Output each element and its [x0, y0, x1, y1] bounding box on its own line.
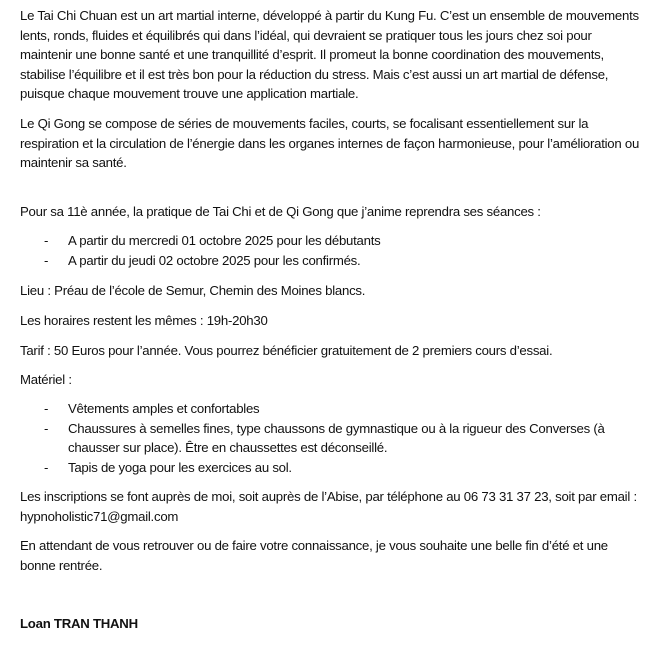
list-item-text: Vêtements amples et confortables	[68, 401, 260, 416]
paragraph-inscriptions: Les inscriptions se font auprès de moi, soit auprès de l’Abise, par téléphone au 06 73 31 37 23, soit par email : hypnoholistic71@gmail.com	[20, 489, 637, 524]
list-item-text: A partir du jeudi 02 octobre 2025 pour les confirmés.	[68, 252, 361, 268]
paragraph-announcement: Pour sa 11è année, la pratique de Tai Chi et de Qi Gong que j’anime reprendra ses séances :	[20, 204, 541, 219]
paragraph-qigong-intro: Le Qi Gong se compose de séries de mouvements faciles, courts, se focalisant essentiellement sur la respiration et la circulation de l’énergie dans les organes internes de façon harmonieuse, pour l’amélioration ou maintenir sa santé.	[20, 116, 640, 170]
bullet-dash: -	[44, 233, 49, 248]
start-dates-list	[0, 231, 640, 270]
bullet-dash: -	[44, 252, 49, 268]
paragraph-taichi-intro: Le Tai Chi Chuan est un art martial interne, développé à partir du Kung Fu. C’est un ensemble de mouvements lents, ronds, fluides et équilibrés qui dans l’idéal, qui devraient se pratiquer tous les jours chez soi pour maintenir une bonne santé et une tranquillité d’esprit. Il promeut la bonne coordination des mouvements, stabilise l’équilibre et il est très bon pour la réduction du stress. Mais c’est aussi un art martial de défense, puisque chaque mouvement trouve une application martiale.	[20, 8, 639, 101]
paragraph-lieu: Lieu : Préau de l’école de Semur, Chemin des Moines blancs.	[20, 283, 366, 298]
paragraph-tarif: Tarif : 50 Euros pour l’année. Vous pourrez bénéficier gratuitement de 2 premiers cours d’essai.	[20, 343, 553, 358]
list-item-text: Chaussures à semelles fines, type chaussons de gymnastique ou à la rigueur des Converses (à chausser sur place). Être en chaussettes est déconseillé.	[68, 420, 605, 455]
list-item-text: Tapis de yoga pour les exercices au sol.	[68, 459, 292, 475]
list-item-text: A partir du mercredi 01 octobre 2025 pour les débutants	[68, 233, 381, 248]
paragraph-horaires: Les horaires restent les mêmes : 19h-20h30	[20, 313, 268, 328]
bullet-dash: -	[44, 401, 49, 416]
list-item	[0, 419, 628, 458]
list-item	[0, 231, 628, 251]
materiel-heading: Matériel :	[20, 372, 72, 387]
paragraph-closing: En attendant de vous retrouver ou de faire votre connaissance, je vous souhaite une belle fin d’été et une bonne rentrée.	[20, 538, 608, 573]
materiel-list	[0, 399, 640, 477]
list-item	[0, 251, 628, 271]
signature: Loan TRAN THANH	[20, 616, 138, 631]
bullet-dash: -	[44, 420, 49, 436]
list-item	[0, 399, 628, 419]
bullet-dash: -	[44, 459, 49, 475]
list-item	[0, 458, 628, 478]
